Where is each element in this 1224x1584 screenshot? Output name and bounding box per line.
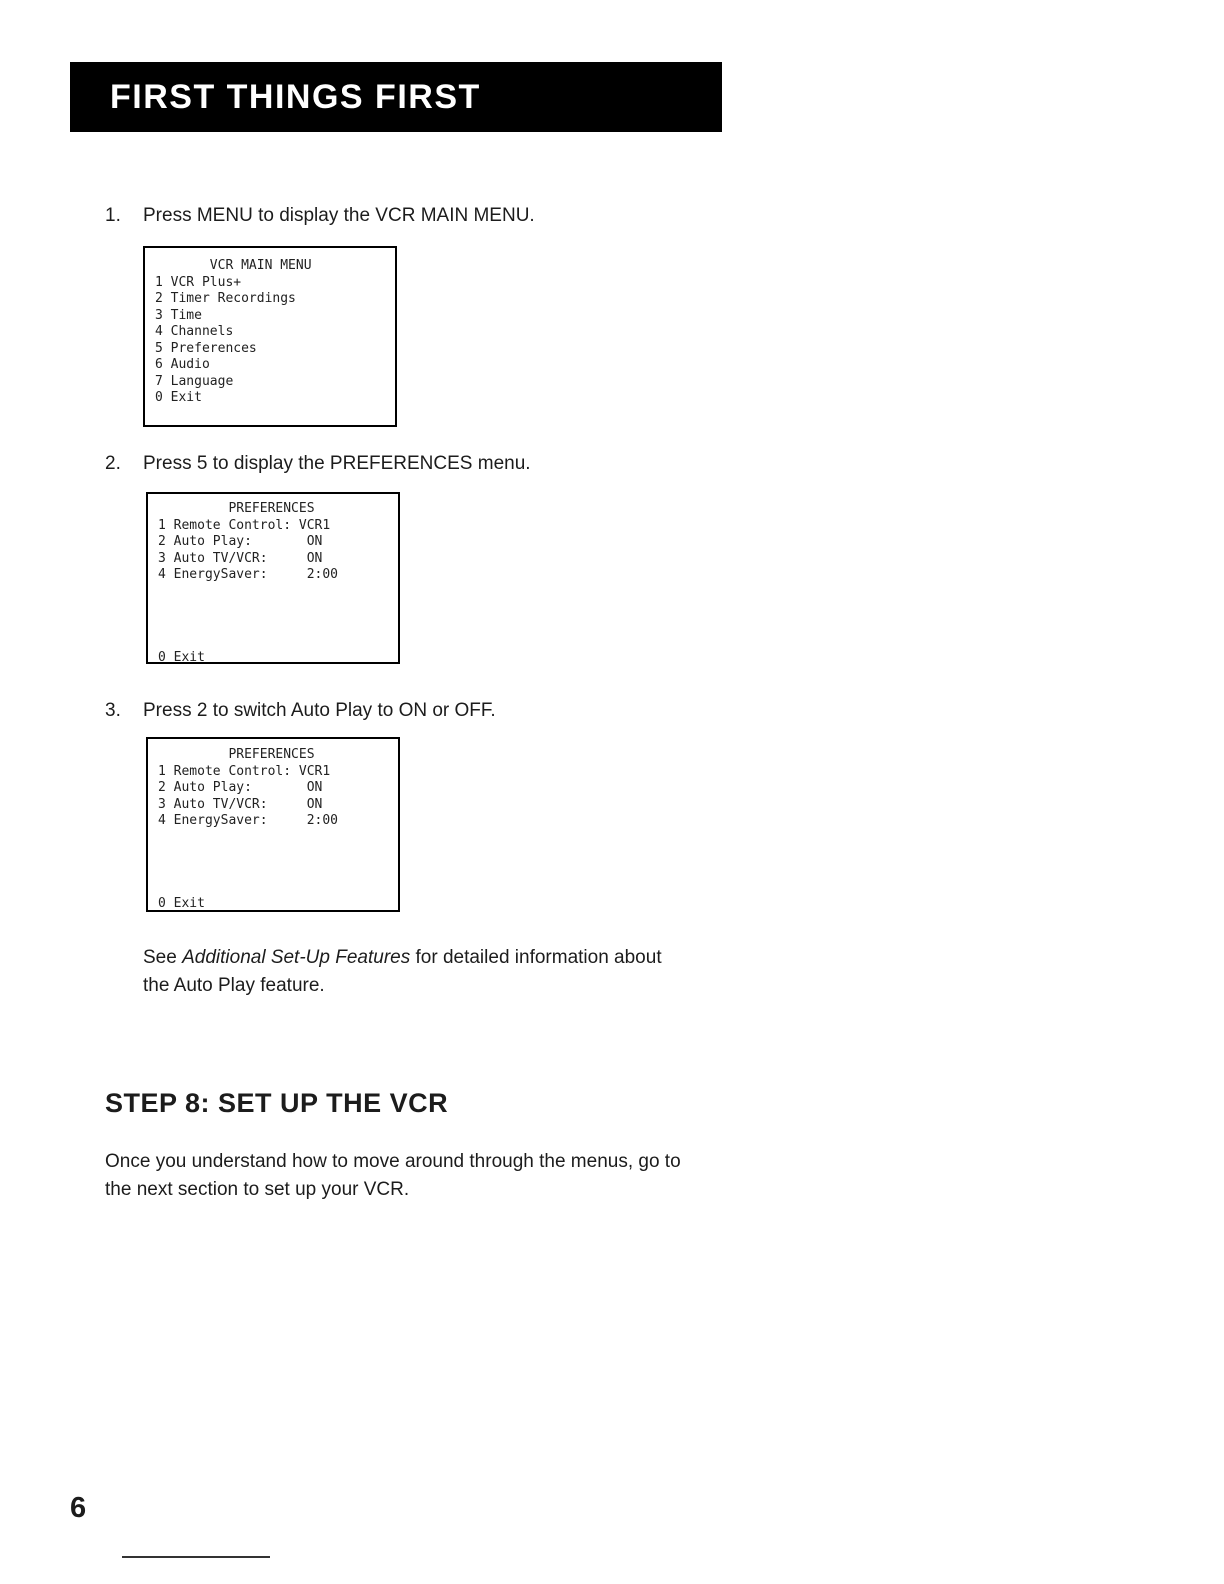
preferences-screen-1 bbox=[146, 492, 400, 664]
step-number: 2. bbox=[105, 453, 121, 474]
note-suffix: for detailed information about the Auto Play feature. bbox=[143, 947, 662, 996]
menu-item: 5 Preferences bbox=[155, 340, 257, 356]
menu-item: 1 VCR Plus+ bbox=[155, 274, 242, 290]
step-text: Press 2 to switch Auto Play to ON or OFF. bbox=[143, 700, 496, 721]
menu-blank-line bbox=[158, 846, 388, 863]
menu-blank-line bbox=[158, 600, 388, 617]
menu-item: 2 Timer Recordings bbox=[155, 291, 296, 306]
menu-blank-line bbox=[158, 584, 388, 601]
menu-item: 4 Channels bbox=[155, 324, 234, 339]
page-title: FIRST THINGS FIRST bbox=[110, 77, 481, 116]
menu-blank-line bbox=[158, 879, 388, 896]
page-number: 6 bbox=[70, 1492, 87, 1524]
step-number: 1. bbox=[105, 205, 121, 226]
menu-blank-line bbox=[158, 617, 388, 634]
menu-title: PREFERENCES bbox=[158, 747, 315, 762]
menu-item: 0 Exit bbox=[158, 649, 205, 665]
step-text: Press 5 to display the PREFERENCES menu. bbox=[143, 453, 531, 474]
menu-item: 3 Time bbox=[155, 307, 202, 323]
menu-item: 3 Auto TV/VCR: ON bbox=[158, 796, 323, 812]
menu-item: 3 Auto TV/VCR: ON bbox=[158, 550, 323, 566]
menu-blank-line bbox=[158, 633, 388, 650]
note-prefix: See bbox=[143, 947, 183, 968]
menu-item: 0 Exit bbox=[155, 390, 202, 405]
menu-blank-line bbox=[158, 830, 388, 847]
menu-item: 1 Remote Control: VCR1 bbox=[158, 517, 331, 533]
instruction-step-2 bbox=[105, 451, 531, 477]
step-text: Press MENU to display the VCR MAIN MENU. bbox=[143, 205, 535, 226]
footer-rule bbox=[122, 1556, 270, 1558]
note-reference-title: Additional Set-Up Features bbox=[182, 947, 411, 968]
menu-item: 7 Language bbox=[155, 373, 234, 389]
step-number: 3. bbox=[105, 700, 121, 721]
section-body: Once you understand how to move around through the menus, go to the next section to set up your VCR. bbox=[105, 1151, 681, 1200]
instruction-step-1 bbox=[105, 203, 535, 229]
menu-item: 1 Remote Control: VCR1 bbox=[158, 763, 331, 779]
note-paragraph bbox=[143, 944, 683, 1000]
menu-title: PREFERENCES bbox=[158, 501, 315, 516]
menu-item: 6 Audio bbox=[155, 357, 210, 372]
vcr-main-menu-screen bbox=[143, 246, 397, 427]
menu-item: 2 Auto Play: ON bbox=[158, 780, 323, 795]
menu-blank-line bbox=[158, 863, 388, 880]
section-heading: STEP 8: SET UP THE VCR bbox=[105, 1088, 449, 1118]
page-header-bar bbox=[70, 62, 722, 132]
instruction-step-3 bbox=[105, 698, 496, 724]
preferences-screen-2 bbox=[146, 737, 400, 912]
menu-item: 4 EnergySaver: 2:00 bbox=[158, 813, 339, 828]
menu-item: 0 Exit bbox=[158, 895, 205, 911]
menu-title: VCR MAIN MENU bbox=[155, 258, 312, 273]
menu-item: 4 EnergySaver: 2:00 bbox=[158, 567, 339, 582]
menu-item: 2 Auto Play: ON bbox=[158, 534, 323, 549]
